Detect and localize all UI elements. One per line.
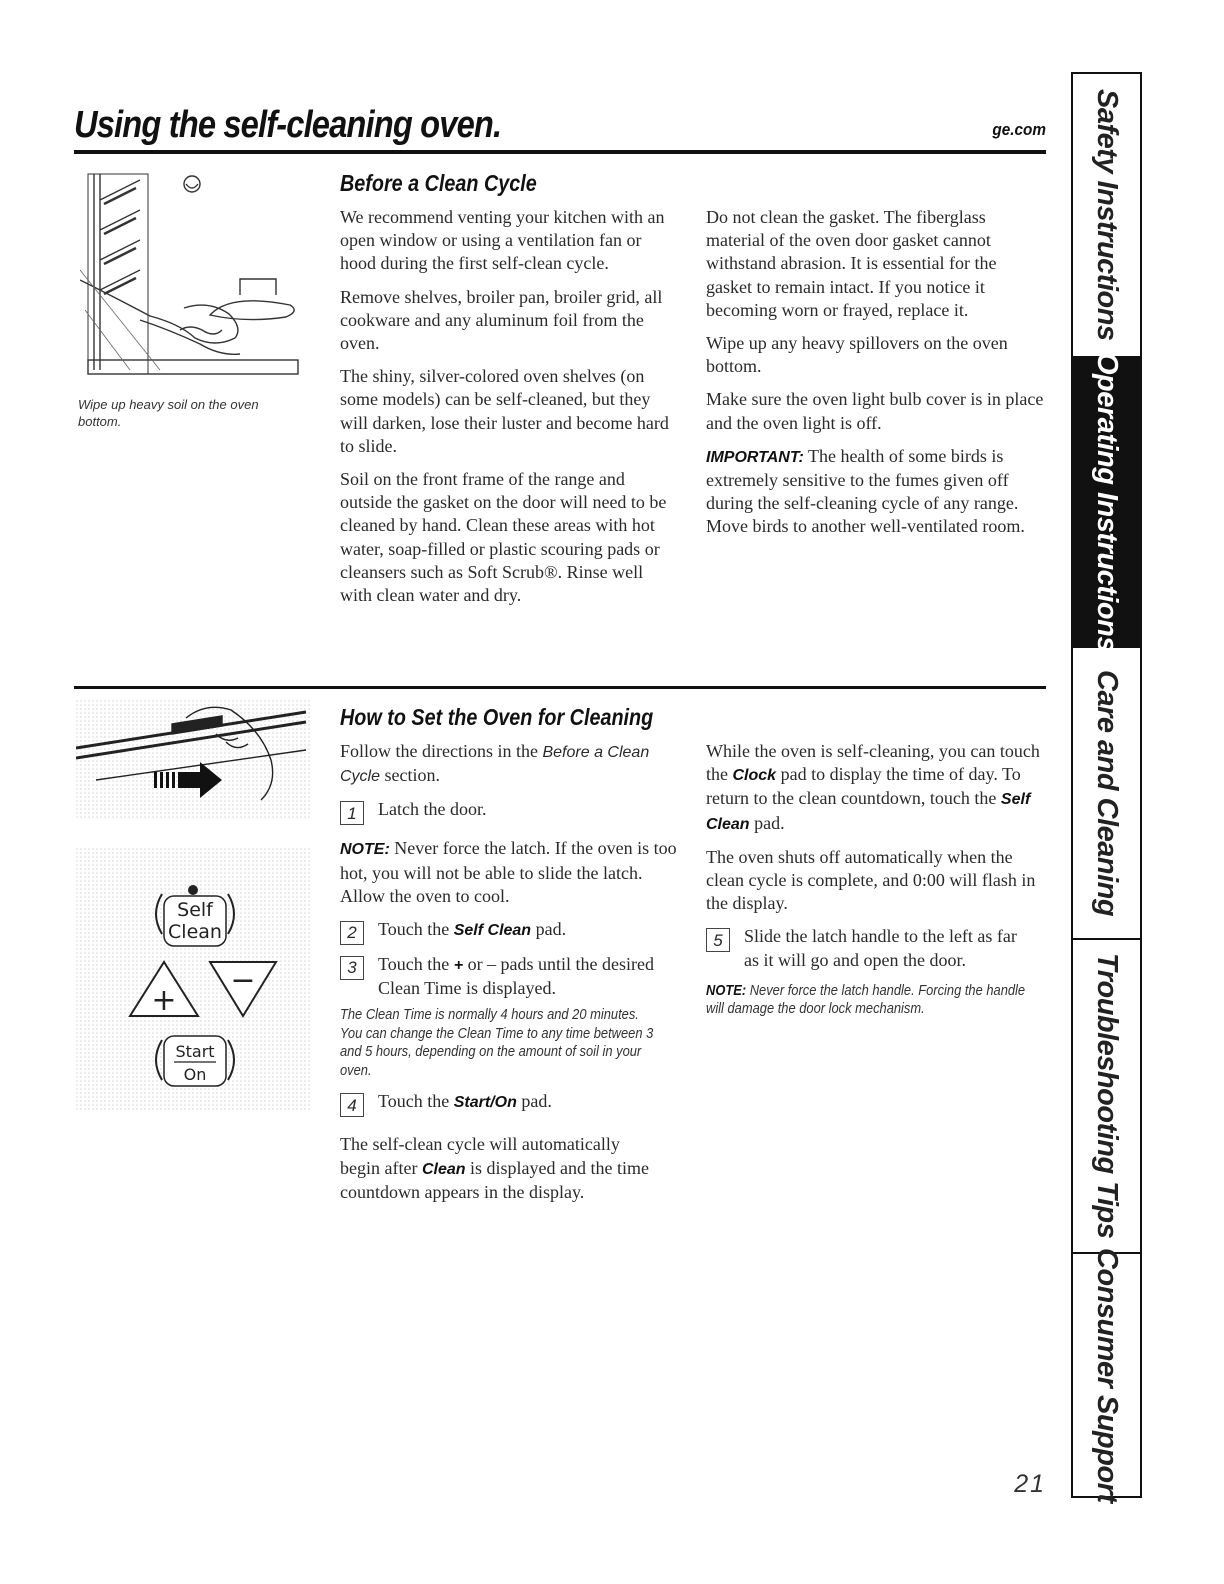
- clean-time-note: The Clean Time is normally 4 hours and 20 minutes. You can change the Clean Time to any time between 3 and 5 hours, depending on the amount of soil in your oven.: [340, 1006, 654, 1079]
- section-tabs: [1071, 72, 1142, 1503]
- note-paragraph: NOTE: Never force the latch. If the oven is too hot, you will not be able to slide the latch. Allow the oven to cool.: [340, 838, 677, 906]
- figure-caption: Wipe up heavy soil on the oven bottom.: [78, 397, 259, 429]
- paragraph: The shiny, silver-colored oven shelves (on some models) can be self-cleaned, but they will darken, lose their luster and become hard to slide.: [340, 366, 669, 456]
- svg-text:Self: Self: [177, 899, 213, 921]
- page-title: Using the self-cleaning oven.: [74, 104, 502, 146]
- step-4: 4 Touch the Start/On pad.: [340, 1090, 686, 1117]
- note-latch: NOTE: Never force the latch handle. Forcing the handle will damage the door lock mechanism.: [706, 981, 1026, 1018]
- control-panel-illustration: [76, 700, 316, 1120]
- tab-operating-instructions[interactable]: Operating Instructions: [1073, 358, 1140, 648]
- site-link[interactable]: ge.com: [992, 120, 1046, 139]
- tab-safety-instructions[interactable]: Safety Instructions: [1073, 74, 1140, 358]
- section-rule: [74, 686, 1046, 689]
- indicator-light: [188, 885, 198, 895]
- step-1: 1 Latch the door.: [340, 798, 686, 825]
- before-clean-left-column: [340, 206, 670, 617]
- tab-troubleshooting-tips[interactable]: Troubleshooting Tips: [1073, 940, 1140, 1254]
- svg-text:+: +: [151, 983, 177, 1018]
- page-number: 21: [1014, 1470, 1046, 1498]
- svg-text:Clean: Clean: [168, 921, 222, 943]
- paragraph: While the oven is self-cleaning, you can touch the Clock pad to display the time of day. To return to the clean countdown, touch the Self Clean pad.: [706, 741, 1040, 833]
- svg-text:−: −: [230, 963, 256, 998]
- step-2: 2 Touch the Self Clean pad.: [340, 918, 686, 945]
- tab-consumer-support[interactable]: Consumer Support: [1091, 1247, 1123, 1503]
- step-number: 4: [340, 1093, 364, 1117]
- intro-paragraph: Follow the directions in the Before a Clean Cycle section.: [340, 741, 650, 786]
- cross-reference: Before a Clean Cycle: [340, 744, 650, 786]
- paragraph: Make sure the oven light bulb cover is in place and the oven light is off.: [706, 389, 1044, 433]
- set-oven-left-column: [340, 740, 686, 1214]
- tab-care-and-cleaning[interactable]: Care and Cleaning: [1073, 648, 1140, 940]
- set-oven-right-column: [706, 740, 1046, 1019]
- header-rule: [74, 150, 1046, 154]
- step-5: 5 Slide the latch handle to the left as far as it will go and open the door.: [706, 925, 1046, 971]
- paragraph: Do not clean the gasket. The fiberglass material of the oven door gasket cannot withstand abrasion. It is essential for the gasket to remain intact. If you notice it becoming worn or frayed, replace it.: [706, 207, 997, 320]
- wipe-oven-illustration: [80, 170, 310, 388]
- step-number: 2: [340, 921, 364, 945]
- before-clean-right-column: [706, 206, 1046, 549]
- step-number: 3: [340, 956, 364, 980]
- paragraph: Wipe up any heavy spillovers on the oven bottom.: [706, 333, 1008, 377]
- important-text: The health of some birds is extremely sensitive to the fumes given off during the self-cleaning cycle of any range. Move birds to another well-ventilated room.: [706, 445, 1025, 537]
- svg-text:Start: Start: [175, 1042, 215, 1061]
- svg-text:On: On: [183, 1065, 207, 1084]
- step-3: 3 Touch the + or – pads until the desired Clean Time is displayed.: [340, 953, 686, 1000]
- paragraph: Remove shelves, broiler pan, broiler grid, all cookware and any aluminum foil from the oven.: [340, 286, 663, 354]
- paragraph: Soil on the front frame of the range and outside the gasket on the door will need to be cleaned by hand. Clean these areas with hot water, soap-filled or plastic scouring pads or cleansers such as Soft Scrub®. Rinse well with clean water and dry.: [340, 469, 667, 606]
- step-number: 1: [340, 801, 364, 825]
- important-label: IMPORTANT:: [706, 448, 804, 466]
- section-heading-set-oven: How to Set the Oven for Cleaning: [340, 704, 654, 730]
- paragraph: We recommend venting your kitchen with an open window or using a ventilation fan or hood during the first self-clean cycle.: [340, 207, 665, 274]
- section-heading-before-clean: Before a Clean Cycle: [340, 170, 537, 196]
- paragraph: The oven shuts off automatically when the clean cycle is complete, and 0:00 will flash in the display.: [706, 846, 1036, 914]
- after-paragraph: The self-clean cycle will automatically begin after Clean is displayed and the time countdown appears in the display.: [340, 1134, 650, 1202]
- important-paragraph: [706, 445, 1046, 539]
- step-number: 5: [706, 928, 730, 952]
